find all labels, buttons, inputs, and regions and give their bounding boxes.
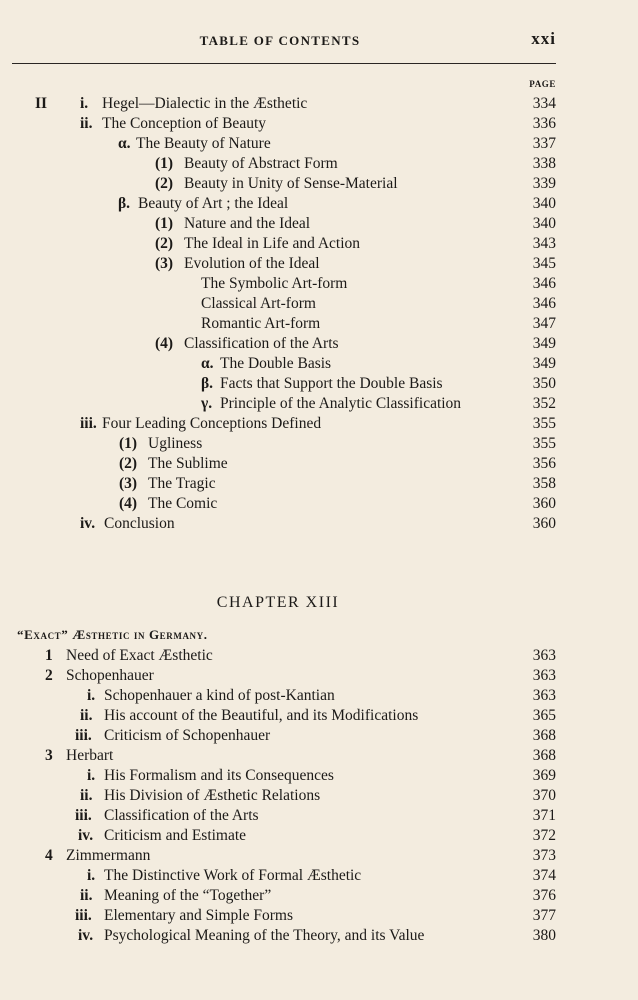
part-roman-numeral: II bbox=[35, 95, 48, 112]
toc-entry-label: The Double Basis bbox=[220, 355, 332, 372]
toc-entry-page: 346 bbox=[532, 295, 556, 312]
toc-entry-label: Classification of the Arts bbox=[104, 807, 259, 824]
toc-entry-number: (1) bbox=[119, 435, 138, 452]
toc-entry-label: Elementary and Simple Forms bbox=[104, 907, 293, 924]
toc-entry-page: 334 bbox=[532, 95, 556, 112]
toc-entry bbox=[0, 646, 556, 666]
toc-entry-page: 372 bbox=[532, 827, 556, 844]
toc-entry bbox=[0, 806, 556, 826]
toc-entry-label: The Distinctive Work of Formal Æsthetic bbox=[104, 867, 362, 884]
toc-entry-label: The Tragic bbox=[148, 475, 216, 492]
toc-entry bbox=[0, 474, 556, 494]
page-column-label: PAGE bbox=[529, 79, 556, 89]
toc-entry-label: The Comic bbox=[148, 495, 218, 512]
toc-entry bbox=[0, 294, 556, 314]
toc-entry bbox=[0, 334, 556, 354]
toc-entry-page: 355 bbox=[532, 415, 556, 432]
toc-entry-number: i. bbox=[80, 95, 89, 112]
toc-entry-number: iii. bbox=[75, 727, 92, 744]
toc-entry bbox=[0, 214, 556, 234]
toc-entry-page: 376 bbox=[532, 887, 556, 904]
toc-entry-number: iv. bbox=[78, 827, 94, 844]
toc-entry bbox=[0, 706, 556, 726]
toc-entry-number: ii. bbox=[80, 887, 93, 904]
toc-entry bbox=[0, 746, 556, 766]
toc-entry-label: Evolution of the Ideal bbox=[184, 255, 320, 272]
toc-entry-number: iii. bbox=[75, 807, 92, 824]
toc-entry bbox=[0, 906, 556, 926]
toc-entry-number: (3) bbox=[155, 255, 174, 272]
toc-entry bbox=[0, 254, 556, 274]
toc-entry-number: (1) bbox=[155, 155, 174, 172]
toc-entry bbox=[0, 394, 556, 414]
toc-entry-number: β. bbox=[118, 195, 131, 212]
toc-entry-number: (2) bbox=[155, 175, 174, 192]
toc-entry-page: 340 bbox=[532, 195, 556, 212]
toc-entry-number: iv. bbox=[80, 515, 96, 532]
toc-entry-label: Schopenhauer a kind of post-Kantian bbox=[104, 687, 335, 704]
toc-entry bbox=[0, 886, 556, 906]
toc-entry-page: 349 bbox=[532, 335, 556, 352]
toc-entry bbox=[0, 354, 556, 374]
toc-entry bbox=[0, 766, 556, 786]
toc-entry bbox=[0, 154, 556, 174]
toc-entry-page: 349 bbox=[532, 355, 556, 372]
toc-entry-number: (3) bbox=[119, 475, 138, 492]
toc-entry bbox=[0, 194, 556, 214]
toc-entry-number: iv. bbox=[78, 927, 94, 944]
toc-entry-page: 350 bbox=[532, 375, 556, 392]
toc-entry-page: 374 bbox=[532, 867, 556, 884]
toc-entry-page: 363 bbox=[532, 667, 556, 684]
toc-entry-page: 365 bbox=[532, 707, 556, 724]
toc-entry-number: 3 bbox=[45, 747, 53, 764]
toc-entry bbox=[0, 826, 556, 846]
toc-entry-number: 1 bbox=[45, 647, 53, 664]
toc-entry-page: 356 bbox=[532, 455, 556, 472]
toc-entry-page: 339 bbox=[532, 175, 556, 192]
toc-entry-number: i. bbox=[87, 687, 96, 704]
toc-entry-page: 338 bbox=[532, 155, 556, 172]
chapter-section-title: “Exact” Æsthetic in Germany. bbox=[17, 627, 208, 642]
toc-entry bbox=[0, 174, 556, 194]
toc-entry-label: Facts that Support the Double Basis bbox=[220, 375, 443, 392]
toc-entry-label: Beauty of Abstract Form bbox=[184, 155, 338, 172]
toc-entry-label: Ugliness bbox=[148, 435, 203, 452]
toc-entry-number: iii. bbox=[80, 415, 97, 432]
toc-entry-number: (4) bbox=[119, 495, 138, 512]
toc-entry bbox=[0, 786, 556, 806]
toc-entry bbox=[0, 94, 556, 114]
toc-entry-number: α. bbox=[118, 135, 131, 152]
toc-entry-number: 2 bbox=[45, 667, 53, 684]
toc-entry-label: Schopenhauer bbox=[66, 667, 154, 684]
toc-entry-page: 337 bbox=[532, 135, 556, 152]
toc-entry-page: 360 bbox=[532, 495, 556, 512]
toc-entry-label: Meaning of the “Together” bbox=[104, 887, 272, 904]
toc-entry-number: γ. bbox=[201, 395, 213, 412]
toc-entry-label: Four Leading Conceptions Defined bbox=[102, 415, 322, 432]
toc-entry-label: Classical Art-form bbox=[201, 295, 316, 312]
toc-entry-label: His Formalism and its Consequences bbox=[104, 767, 334, 784]
header-page-number: xxi bbox=[531, 29, 556, 48]
toc-entry-label: His account of the Beautiful, and its Modifications bbox=[104, 707, 419, 724]
toc-entry-page: 343 bbox=[532, 235, 556, 252]
toc-entry bbox=[0, 846, 556, 866]
running-header-title: TABLE OF CONTENTS bbox=[199, 33, 361, 48]
toc-entry-number: (2) bbox=[119, 455, 138, 472]
toc-entry-page: 352 bbox=[532, 395, 556, 412]
toc-entry bbox=[0, 434, 556, 454]
toc-entry-page: 373 bbox=[532, 847, 556, 864]
toc-entry-label: Herbart bbox=[66, 747, 114, 764]
toc-entry-label: Conclusion bbox=[104, 515, 175, 532]
toc-entry-page: 368 bbox=[532, 747, 556, 764]
toc-entry-number: (2) bbox=[155, 235, 174, 252]
toc-entry-number: i. bbox=[87, 767, 96, 784]
toc-entry-number: iii. bbox=[75, 907, 92, 924]
toc-entry-page: 377 bbox=[532, 907, 556, 924]
toc-entry bbox=[0, 494, 556, 514]
toc-entry-label: Beauty of Art ; the Ideal bbox=[138, 195, 289, 212]
toc-entry-page: 363 bbox=[532, 687, 556, 704]
header-rule bbox=[12, 63, 556, 64]
toc-entry-page: 371 bbox=[532, 807, 556, 824]
toc-entry-page: 345 bbox=[532, 255, 556, 272]
toc-entry-page: 360 bbox=[532, 515, 556, 532]
toc-entry-label: The Sublime bbox=[148, 455, 228, 472]
toc-entry-page: 340 bbox=[532, 215, 556, 232]
toc-entry bbox=[0, 414, 556, 434]
toc-entry-page: 346 bbox=[532, 275, 556, 292]
toc-entry-number: ii. bbox=[80, 787, 93, 804]
toc-entry-page: 347 bbox=[532, 315, 556, 332]
chapter-title: CHAPTER XIII bbox=[216, 594, 340, 611]
toc-entry-label: Classification of the Arts bbox=[184, 335, 339, 352]
toc-entry-number: (1) bbox=[155, 215, 174, 232]
toc-entry-page: 358 bbox=[532, 475, 556, 492]
toc-entry-label: The Ideal in Life and Action bbox=[184, 235, 361, 252]
toc-entry bbox=[0, 314, 556, 334]
toc-entry bbox=[0, 686, 556, 706]
toc-entry-page: 380 bbox=[532, 927, 556, 944]
toc-entry-page: 370 bbox=[532, 787, 556, 804]
toc-entry-number: 4 bbox=[45, 847, 53, 864]
toc-entry bbox=[0, 926, 556, 946]
toc-entry bbox=[0, 134, 556, 154]
toc-entry-label: Hegel—Dialectic in the Æsthetic bbox=[102, 95, 308, 112]
toc-entry-page: 369 bbox=[532, 767, 556, 784]
toc-entry bbox=[0, 454, 556, 474]
toc-entry-label: Psychological Meaning of the Theory, and its Value bbox=[104, 927, 425, 944]
toc-entry bbox=[0, 234, 556, 254]
toc-entry-label: Principle of the Analytic Classification bbox=[220, 395, 462, 412]
toc-entry-label: Need of Exact Æsthetic bbox=[66, 647, 213, 664]
toc-entry-page: 355 bbox=[532, 435, 556, 452]
toc-entry-label: Nature and the Ideal bbox=[184, 215, 311, 232]
toc-entry-number: β. bbox=[201, 375, 214, 392]
toc-entry bbox=[0, 274, 556, 294]
toc-entry bbox=[0, 726, 556, 746]
toc-entry-page: 368 bbox=[532, 727, 556, 744]
toc-entry-label: The Symbolic Art-form bbox=[201, 275, 348, 292]
toc-entry-label: The Beauty of Nature bbox=[136, 135, 271, 152]
toc-entry bbox=[0, 514, 556, 534]
toc-entry-number: i. bbox=[87, 867, 96, 884]
toc-entry bbox=[0, 114, 556, 134]
toc-entry bbox=[0, 374, 556, 394]
toc-entry-label: The Conception of Beauty bbox=[102, 115, 266, 132]
toc-entry-page: 336 bbox=[532, 115, 556, 132]
toc-entry-label: Criticism of Schopenhauer bbox=[104, 727, 271, 744]
toc-entry-label: His Division of Æsthetic Relations bbox=[104, 787, 321, 804]
toc-entry-number: ii. bbox=[80, 115, 93, 132]
toc-entry-label: Romantic Art-form bbox=[201, 315, 321, 332]
toc-entry-page: 363 bbox=[532, 647, 556, 664]
toc-entry bbox=[0, 666, 556, 686]
toc-entry-label: Beauty in Unity of Sense-Material bbox=[184, 175, 398, 192]
toc-entry-number: α. bbox=[201, 355, 214, 372]
toc-entry-label: Criticism and Estimate bbox=[104, 827, 247, 844]
toc-entry-number: (4) bbox=[155, 335, 174, 352]
toc-entry-number: ii. bbox=[80, 707, 93, 724]
toc-entry bbox=[0, 866, 556, 886]
toc-entry-label: Zimmermann bbox=[66, 847, 151, 864]
